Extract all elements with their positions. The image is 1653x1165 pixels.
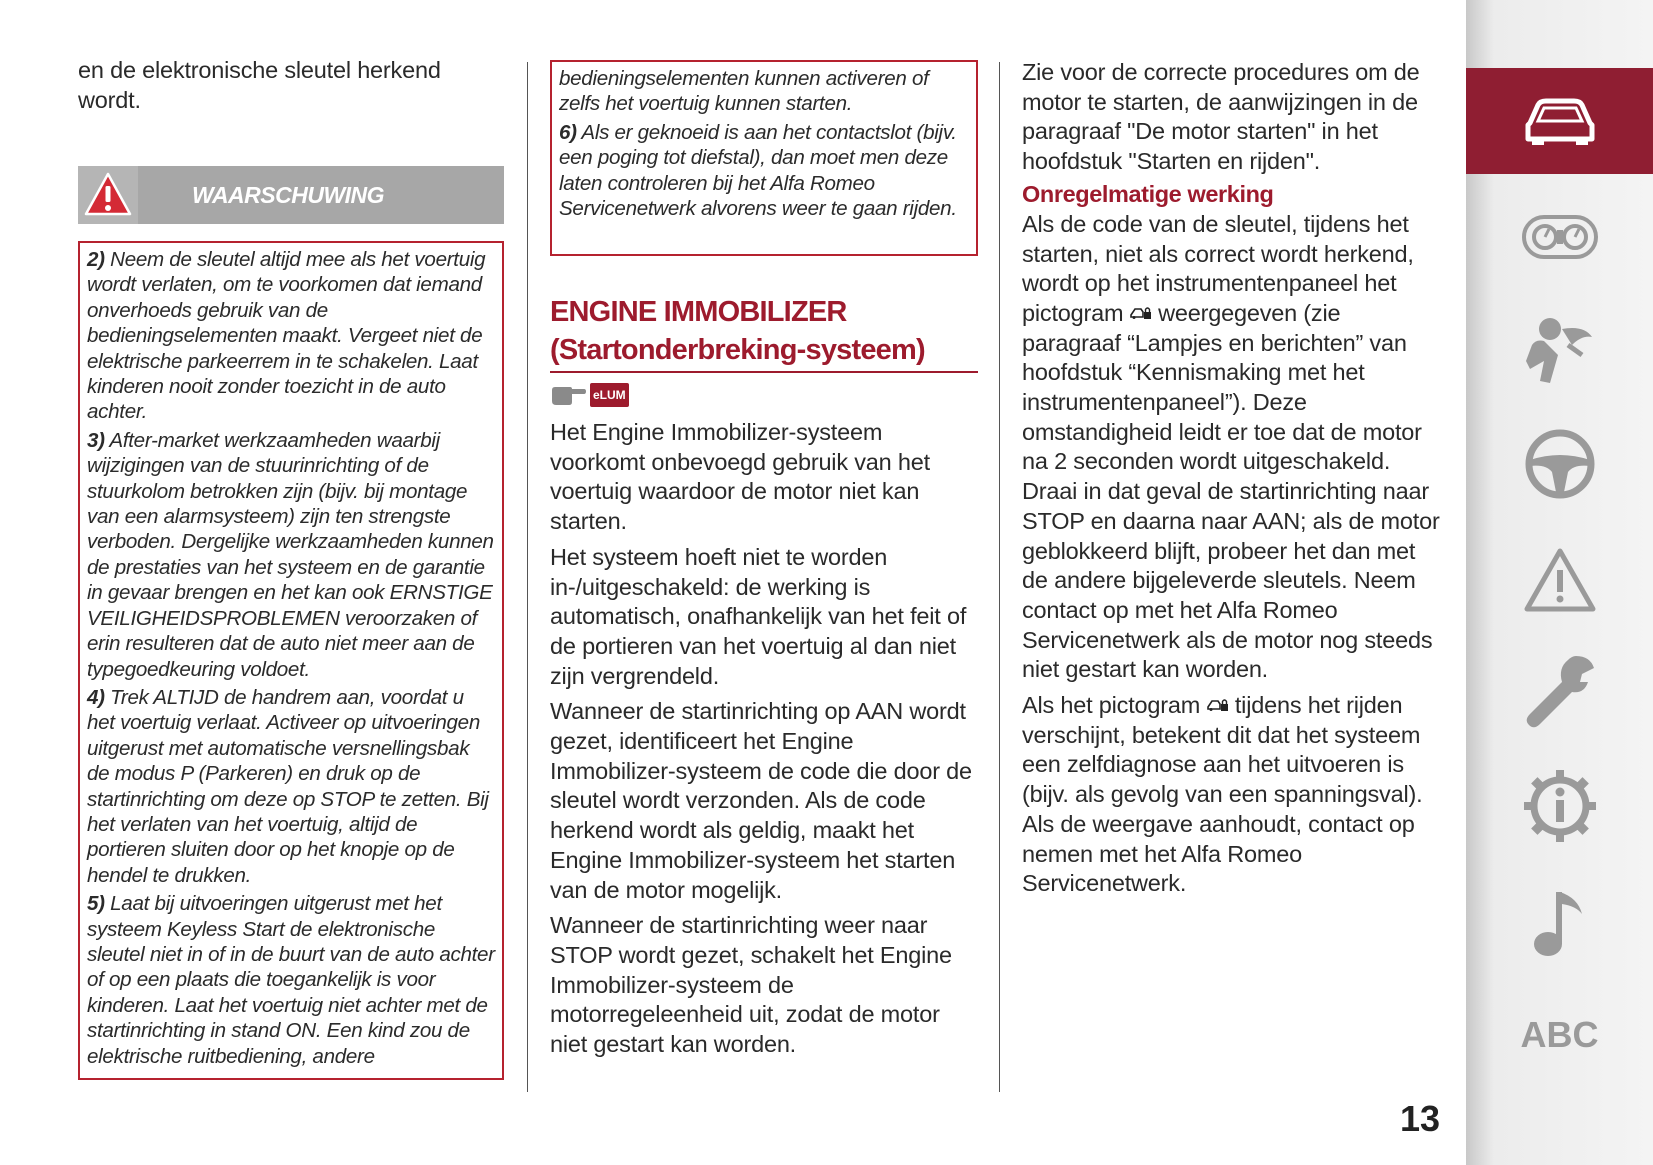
note-number: 3) [87,428,105,452]
paragraph [1022,691,1442,899]
warning-sign-icon [78,166,138,224]
paragraph: Het Engine Immobilizer-systeem voorkomt onbevoegd gebruik van het voertuig waardoor de motor niet kan starten. [550,419,930,535]
note-number: 4) [87,685,105,709]
column-3-body [1022,58,1442,905]
warning-notes-box [78,241,504,1080]
music-note-icon [1530,888,1590,960]
immobilizer-body [550,418,978,1066]
pointing-hand-icon [550,384,586,406]
note-number: 5) [87,892,105,916]
note-text: Neem de sleutel altijd mee als het voertuig wordt verlaten, om te voorkomen dat iemand onverhoeds gebruik van de bedieningselementen maakt. Vergeet niet de elektrische parkeerrem in te schakelen. Laat kinderen nooit zonder toezicht in de auto achter. [87,248,486,424]
section-title-line1: ENGINE IMMOBILIZER [550,296,847,328]
note-text: Als er geknoeid is aan het contactslot (bijv. een poging tot diefstal), dan moet men deze laten controleren bij het Alfa Romeo Servicenetwerk alvorens weer te gaan rijden. [559,120,957,221]
steering-wheel-icon [1524,428,1596,500]
wrench-icon [1524,652,1596,732]
warning-notes-box-cont [550,60,978,256]
sidebar-item-emergency[interactable] [1466,540,1653,620]
airbag-seat-icon [1522,315,1598,385]
note-text: Laat bij uitvoeringen uitgerust met het systeem Keyless Start de elektronische sleutel niet in of in de buurt van de auto achter of op een plaats die toegankelijk is voor kinderen. Laat het voertuig niet achter met de startinrichting in stand ON. Een kind zou de elektrische ruitbediening, andere [87,892,495,1068]
note-continuation: bedieningselementen kunnen activeren of zelfs het voertuig kunnen starten. [559,67,929,116]
intro-text: en de elektronische sleutel herkend wordt. [78,57,441,113]
column-divider [527,62,528,1092]
sidebar-item-multimedia[interactable] [1466,882,1653,966]
sidebar-item-car[interactable] [1466,68,1653,174]
info-gear-icon [1523,769,1597,843]
immobilizer-warning-icon [1207,697,1229,713]
note-text: After-market werkzaamheden waarbij wijzigingen van de stuurinrichting of de stuurkolom betrokken zijn (bijv. bij montage van een alarmsysteem) zijn ten strengste verboden. Dergelijke werkzaamheden kunnen de prestaties van het systeem en de garantie in gevaar brengen en het kan ook ERNSTIGE VEILIGHEIDSPROBLEMEN veroorzaken of erin resulteren dat de auto niet meer aan de typegoedkeuring voldoet. [87,428,494,681]
section-title [550,293,978,373]
chapter-sidebar [1466,0,1653,1165]
note-text: Trek ALTIJD de handrem aan, voordat u het voertuig verlaat. Activeer op uitvoeringen uitgerust met automatische versnellingsbak de modus P (Parkeren) en druk op de startinrichting om deze op STOP te zetten. Bij het verlaten van het voertuig, altijd de portieren sluiten door op het knopje op de hendel te drukken. [87,685,489,887]
paragraph: Wanneer de startinrichting op AAN wordt gezet, identificeert het Engine Immobilizer-systeem de code die door de sleutel wordt verzonden. Als de code herkend wordt als geldig, maakt het Engine Immobilizer-systeem het starten van de motor mogelijk. [550,698,972,903]
paragraph: Het systeem hoeft niet te worden in-/uitgeschakeld: de werking is automatisch, onafhankelijk van het feit of de portieren van het voertuig al dan niet zijn vergrendeld. [550,543,967,689]
version-indicator [550,383,629,407]
warning-triangle-icon [1523,546,1597,614]
warning-title: WAARSCHUWING [192,181,385,208]
elum-badge: eLUM [590,383,629,407]
note-number: 6) [559,120,577,144]
sidebar-item-technical-data[interactable] [1466,764,1653,848]
subheading-irregular: Onregelmatige werking [1022,180,1274,207]
sidebar-item-dashboard[interactable] [1466,204,1653,270]
paragraph-part: Als het pictogram [1022,692,1201,719]
paragraph-part: tijdens het rijden verschijnt, betekent dit dat het systeem een zelfdiagnose aan het uitvoeren is (bijv. als gevolg van een spanningsval). Als de weergave aanhoudt, contact op nemen met het Alfa Romeo Servicenetwerk. [1022,692,1423,897]
warning-header [78,166,504,224]
dashboard-gauges-icon [1521,212,1599,262]
paragraph-part: Als de code van de sleutel, tijdens het starten, niet als correct wordt herkend, wordt op het instrumentenpaneel het pictogram [1022,210,1414,326]
page-number: 13 [1400,1098,1441,1139]
note-number: 2) [87,248,105,271]
car-icon [1522,95,1598,147]
sidebar-item-index[interactable]: ABC [1520,1014,1599,1055]
note-2 [87,247,495,425]
sidebar-item-safety[interactable] [1466,310,1653,390]
paragraph [1022,210,1442,685]
column-divider [999,62,1000,1092]
sidebar-item-maintenance[interactable] [1466,650,1653,734]
section-title-line2: (Startonderbreking-systeem) [550,334,925,366]
note-5 [87,891,495,1069]
immobilizer-warning-icon [1130,305,1152,321]
note-4 [87,685,495,888]
paragraph: Wanneer de startinrichting weer naar STOP wordt gezet, schakelt het Engine Immobilizer-systeem de motorregeleenheid uit, zodat de motor niet gestart kan worden. [550,912,952,1058]
paragraph-part: weergegeven (zie paragraaf “Lampjes en berichten” van hoofdstuk “Kennismaking met het instrumentenpaneel”). Deze omstandigheid leidt er toe dat de motor na 2 seconden wordt uitgeschakeld. Draai in dat geval de startinrichting naar STOP en daarna naar AAN; als de motor geblokkeerd blijft, probeer het dan met de andere bijgeleverde sleutels. Neem contact op met het Alfa Romeo Servicenetwerk als de motor nog steeds niet gestart kan worden. [1022,299,1440,683]
paragraph: Zie voor de correcte procedures om de motor te starten, de aanwijzingen in de paragraaf "De motor starten" in het hoofdstuk "Starten en rijden". [1022,59,1420,175]
note-3 [87,428,495,682]
note-6 [559,120,969,222]
sidebar-item-driving[interactable] [1466,422,1653,506]
